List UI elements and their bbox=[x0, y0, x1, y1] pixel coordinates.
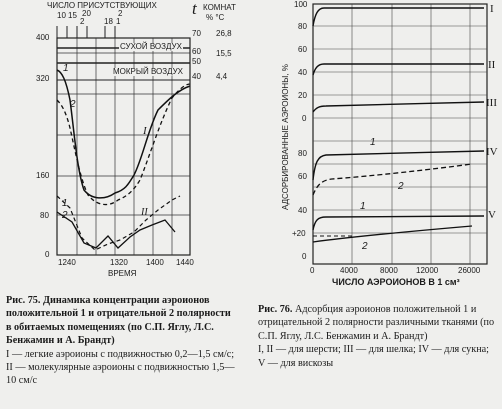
curve-V-1 bbox=[313, 216, 484, 230]
people-count-label: ЧИСЛО ПРИСУТСТВУЮЩИХ bbox=[47, 1, 157, 10]
curve-IV-2 bbox=[313, 164, 472, 195]
curve-label-V-2: 2 bbox=[362, 241, 368, 252]
t-label: t bbox=[192, 0, 197, 18]
people-count-7: 1 bbox=[116, 17, 121, 26]
y-tick-160: 160 bbox=[36, 171, 50, 180]
wet-air-label: МОКРЫЙ ВОЗДУХ bbox=[113, 67, 183, 76]
curve-2-molecular bbox=[57, 196, 180, 250]
curve-label-1: 1 bbox=[63, 63, 69, 74]
y-tick-80-bottom: 80 bbox=[298, 149, 307, 158]
right-tick-outer-1: 70 bbox=[192, 29, 201, 38]
y-tick-60-bottom: 60 bbox=[298, 172, 307, 181]
x-tick-1240: 1240 bbox=[58, 258, 76, 267]
y-tick-60-top: 60 bbox=[298, 45, 307, 54]
x-axis-label: ЧИСЛО АЭРОИОНОВ В 1 см³ bbox=[332, 277, 460, 287]
figure-76-notes: I, II — для шерсти; III — для шелка; IV — для сукна; V — для вискозы bbox=[258, 344, 489, 369]
y-tick-40-top: 40 bbox=[298, 68, 307, 77]
curve-III bbox=[313, 102, 484, 112]
y-axis-label: АДСОРБИРОВАННЫЕ АЭРОИОНЫ, % bbox=[281, 64, 290, 210]
plot-frame bbox=[313, 4, 487, 264]
curve-label-I: I bbox=[143, 125, 147, 137]
y-tick-0-top: 0 bbox=[302, 114, 307, 123]
people-count-1: 10 bbox=[57, 11, 66, 20]
people-ticks bbox=[57, 26, 115, 38]
y-tick-100: 100 bbox=[294, 0, 308, 9]
horizontal-grid bbox=[313, 26, 487, 233]
y-tick-40-bottom: 40 bbox=[298, 206, 307, 215]
x-tick-1400: 1400 bbox=[146, 258, 164, 267]
figure-75-caption bbox=[6, 294, 238, 388]
t-sub-label: КОМНАТ bbox=[203, 3, 236, 12]
dry-air-label: СУХОЙ ВОЗДУХ bbox=[120, 42, 182, 51]
people-count-2: 15 bbox=[68, 11, 77, 20]
curve-label-V-1: 1 bbox=[360, 201, 366, 212]
y-tick-320: 320 bbox=[36, 74, 50, 83]
y-tick-80-top: 80 bbox=[298, 22, 307, 31]
right-tick-outer-2: 60 bbox=[192, 47, 201, 56]
people-count-6: 18 bbox=[104, 17, 113, 26]
roman-I: I bbox=[490, 3, 494, 15]
x-tick-12000: 12000 bbox=[416, 266, 439, 275]
curve-label-II: II bbox=[141, 207, 148, 218]
figure-75-title: Динамика концентрации аэроионов положительной 1 и отрицательной 2 полярности в обитаемых помещениях (по С.П. Яглу, Л.С. Бенжамин и А. Брандт) bbox=[6, 295, 231, 347]
units-label: % °C bbox=[206, 13, 225, 22]
roman-V: V bbox=[488, 209, 496, 221]
x-tick-0: 0 bbox=[310, 266, 315, 275]
curve-V-2 bbox=[313, 226, 472, 242]
x-tick-1440: 1440 bbox=[176, 258, 194, 267]
curve-label-II-1: 1 bbox=[62, 198, 68, 209]
figure-76-title: Адсорбция аэроионов положительной 1 и отрицательной 2 полярности различными тканями (по С.П. Яглу, Л.С. Бенжамин и А. Брандт) bbox=[258, 304, 495, 342]
vertical-grid bbox=[352, 4, 470, 264]
y-tick-0: 0 bbox=[45, 250, 50, 259]
right-tick-1: 26,8 bbox=[216, 29, 232, 38]
figure-75-number: Рис. 75. bbox=[6, 295, 41, 306]
curve-label-II-2: 2 bbox=[62, 210, 68, 221]
right-tick-outer-3: 50 bbox=[192, 57, 201, 66]
y-tick-20-bottom: +20 bbox=[292, 229, 306, 238]
y-tick-0-bottom: 0 bbox=[302, 252, 307, 261]
x-tick-26000: 26000 bbox=[458, 266, 481, 275]
figure-76 bbox=[252, 0, 502, 290]
people-count-3: 2 bbox=[80, 17, 85, 26]
curve-label-IV-1: 1 bbox=[370, 137, 376, 148]
curve-I bbox=[313, 8, 484, 26]
figure-76-number: Рис. 76. bbox=[258, 304, 293, 315]
curve-label-IV-2: 2 bbox=[398, 181, 404, 192]
right-tick-outer-4: 40 bbox=[192, 72, 201, 81]
y-tick-20-top: 20 bbox=[298, 91, 307, 100]
curve-1-molecular bbox=[57, 212, 175, 248]
roman-III: III bbox=[486, 97, 497, 109]
x-axis-label: ВРЕМЯ bbox=[108, 269, 137, 278]
figure-76-caption bbox=[258, 303, 496, 370]
y-tick-80: 80 bbox=[40, 211, 49, 220]
right-tick-2: 15,5 bbox=[216, 49, 232, 58]
curve-label-2: 2 bbox=[70, 99, 76, 110]
people-count-4: 20 bbox=[82, 9, 91, 18]
x-tick-1320: 1320 bbox=[110, 258, 128, 267]
x-tick-8000: 8000 bbox=[380, 266, 398, 275]
right-tick-3: 4,4 bbox=[216, 72, 228, 81]
roman-II: II bbox=[488, 59, 496, 71]
figure-75-notes: I — легкие аэроионы с подвижностью 0,2—1,5 см/с; II — молекулярные аэроионы с подвижностью 1,5—10 см/с bbox=[6, 348, 235, 387]
figure-75 bbox=[0, 0, 245, 290]
x-tick-4000: 4000 bbox=[340, 266, 358, 275]
people-count-5: 2 bbox=[118, 9, 123, 18]
y-tick-400: 400 bbox=[36, 33, 50, 42]
curve-II bbox=[313, 64, 484, 75]
roman-IV: IV bbox=[486, 146, 498, 158]
